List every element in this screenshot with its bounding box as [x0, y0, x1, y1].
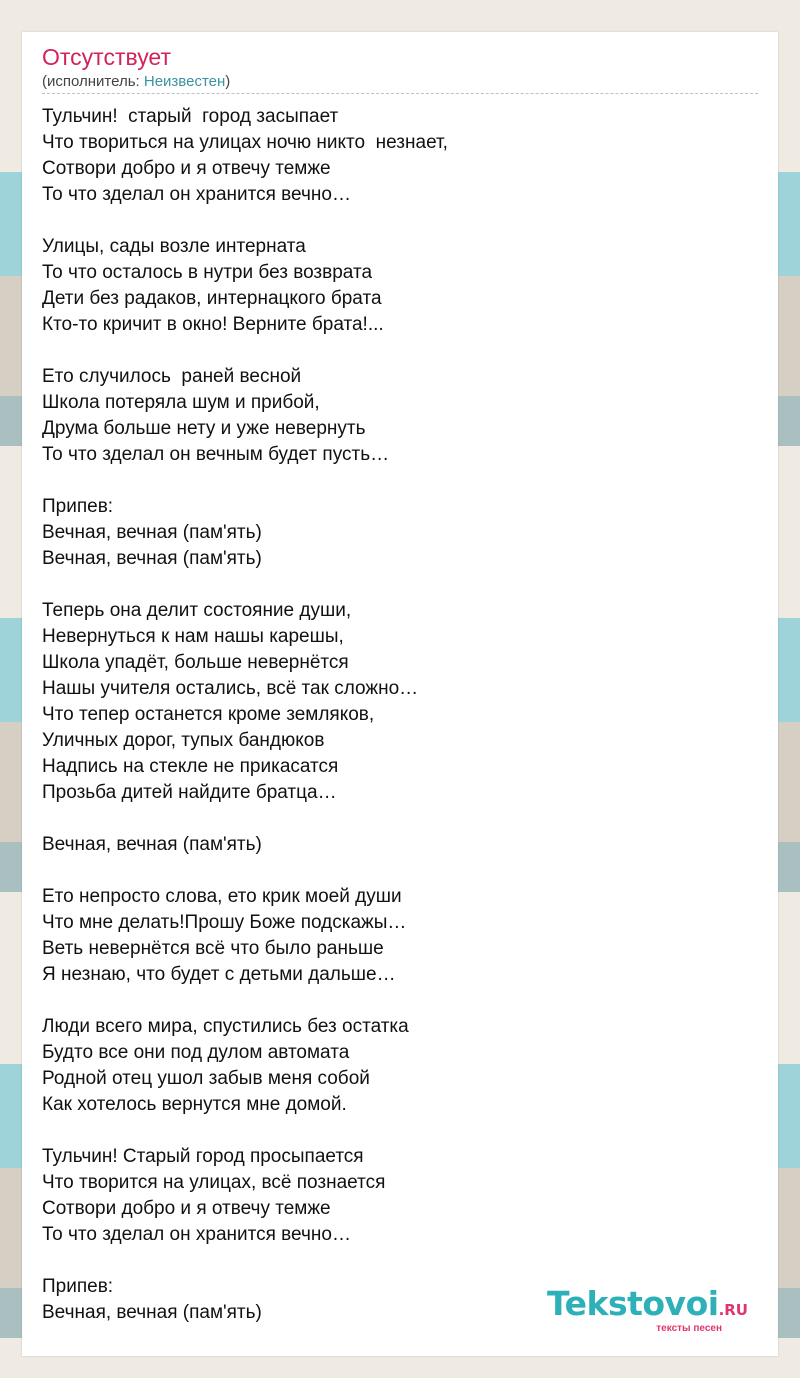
lyrics-line: То что осталось в нутри без возврата	[42, 262, 373, 283]
lyrics-line: Что мне делать!Прошу Боже подскажы…	[42, 912, 407, 933]
lyrics-line: То что зделал он вечным будет пусть…	[42, 444, 390, 465]
artist-line	[42, 72, 758, 94]
lyrics-line: Что творится на улицах, всё познается	[42, 1172, 386, 1193]
lyrics-card	[22, 32, 778, 1356]
lyrics-line: Тульчин! старый город засыпает	[42, 106, 339, 127]
artist-link[interactable]: Неизвестен	[143, 73, 226, 90]
lyrics-line: Теперь она делит состояние души,	[42, 600, 352, 621]
lyrics-line: Сотвори добро и я отвечу темже	[42, 1198, 331, 1219]
artist-prefix: (исполнитель:	[42, 73, 144, 90]
lyrics-stanza	[42, 598, 758, 806]
lyrics-line: Нашы учителя остались, всё так сложно…	[42, 678, 419, 699]
lyrics-stanza	[42, 832, 758, 858]
logo-main-text: Tekstovoi	[547, 1284, 719, 1323]
lyrics-line: Что твориться на улицах ночю никто незнает,	[42, 132, 448, 153]
lyrics-line: Припев:	[42, 1276, 114, 1297]
lyrics-text	[42, 104, 758, 1352]
lyrics-stanza	[42, 364, 758, 468]
lyrics-line: Дети без радаков, интернацкого брата	[42, 288, 382, 309]
lyrics-stanza	[42, 234, 758, 338]
song-header	[42, 42, 758, 94]
lyrics-line: Как хотелось вернутся мне домой.	[42, 1094, 347, 1115]
lyrics-stanza	[42, 1014, 758, 1118]
artist-suffix: )	[225, 73, 231, 90]
lyrics-line: Надпись на стекле не прикасатся	[42, 756, 339, 777]
lyrics-line: Уличных дорог, тупых бандюков	[42, 730, 325, 751]
lyrics-line: Припев:	[42, 496, 114, 517]
lyrics-line: Люди всего мира, спустились без остатка	[42, 1016, 409, 1037]
lyrics-line: То что зделал он хранится вечно…	[42, 1224, 351, 1245]
lyrics-line: То что зделал он хранится вечно…	[42, 184, 351, 205]
lyrics-line: Невернуться к нам нашы карешы,	[42, 626, 344, 647]
site-logo[interactable]	[547, 1284, 748, 1334]
lyrics-line: Вечная, вечная (пам'ять)	[42, 548, 262, 569]
lyrics-line: Вечная, вечная (пам'ять)	[42, 834, 262, 855]
lyrics-line: Кто-то кричит в окно! Верните брата!...	[42, 314, 384, 335]
lyrics-line: Школа потеряла шум и прибой,	[42, 392, 320, 413]
lyrics-line: Вечная, вечная (пам'ять)	[42, 1302, 262, 1323]
lyrics-stanza	[42, 494, 758, 572]
lyrics-line: Школа упадёт, больше невернётся	[42, 652, 349, 673]
lyrics-line: Прозьба дитей найдите братца…	[42, 782, 337, 803]
lyrics-line: Будто все они под дулом автомата	[42, 1042, 350, 1063]
lyrics-line: Вечная, вечная (пам'ять)	[42, 522, 262, 543]
song-title: Отсутствует	[42, 44, 171, 70]
lyrics-line: Улицы, сады возле интерната	[42, 236, 306, 257]
lyrics-stanza	[42, 884, 758, 988]
lyrics-line: Тульчин! Старый город просыпается	[42, 1146, 364, 1167]
logo-tld: .RU	[718, 1301, 748, 1319]
logo-wordmark	[547, 1284, 748, 1327]
lyrics-line: Веть невернётся всё что было раньше	[42, 938, 384, 959]
lyrics-line: Родной отец ушол забыв меня собой	[42, 1068, 370, 1089]
lyrics-line: Ето случилось раней весной	[42, 366, 302, 387]
lyrics-line: Я незнаю, что будет с детьми дальше…	[42, 964, 396, 985]
lyrics-line: Сотвори добро и я отвечу темже	[42, 158, 331, 179]
lyrics-line: Ето непросто слова, ето крик моей души	[42, 886, 402, 907]
logo-subtitle: тексты песен	[656, 1323, 722, 1334]
lyrics-line: Что тепер останется кроме земляков,	[42, 704, 375, 725]
lyrics-stanza	[42, 1144, 758, 1248]
lyrics-stanza	[42, 104, 758, 208]
lyrics-line: Друма больше нету и уже невернуть	[42, 418, 366, 439]
